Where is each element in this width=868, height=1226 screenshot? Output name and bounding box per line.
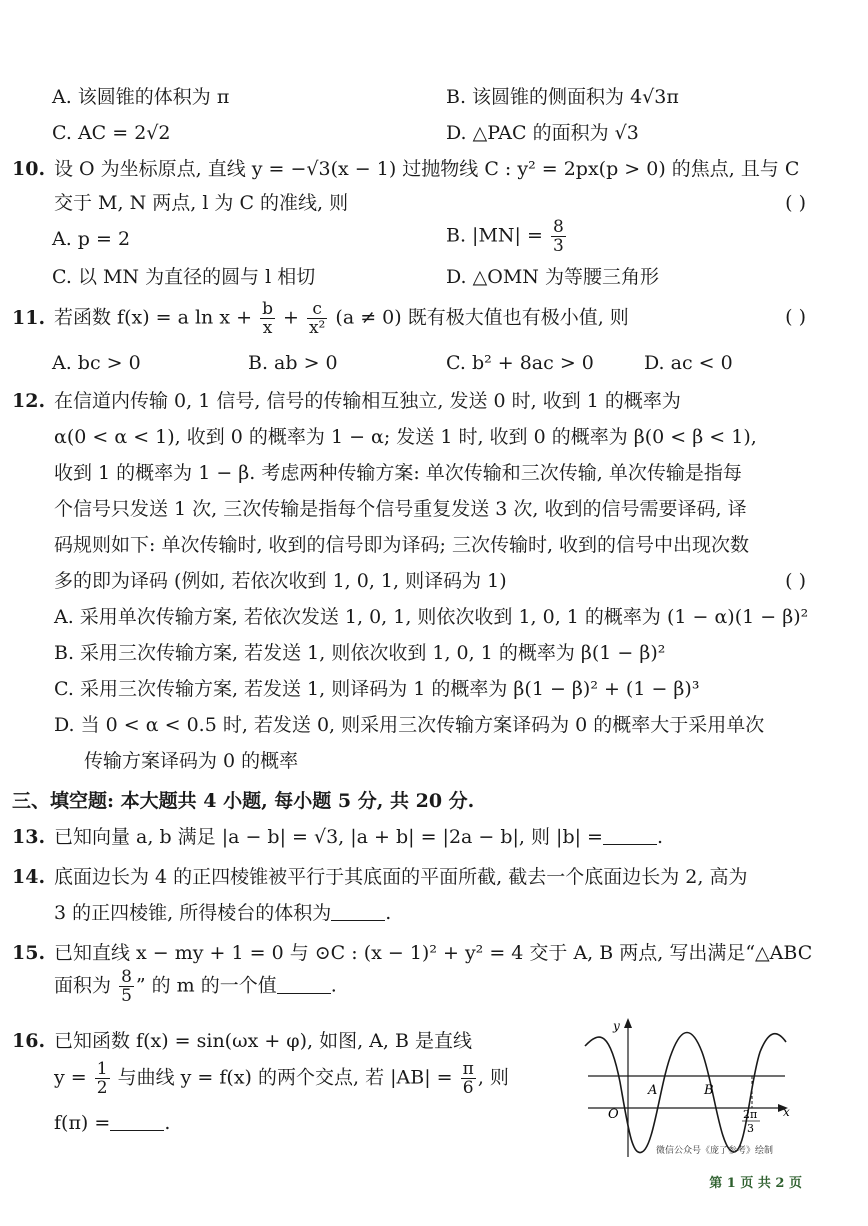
q12-option-c: C. 采用三次传输方案, 若发送 1, 则译码为 1 的概率为 β(1 − β)² + (1 − β)³ xyxy=(54,678,700,700)
fraction-denominator: x² xyxy=(308,318,326,338)
q16-text1: 已知函数 f(x) = sin(ωx + φ), 如图, A, B 是直线 xyxy=(54,1030,472,1052)
q12-line6: 多的即为译码 (例如, 若依次收到 1, 0, 1, 则译码为 1) xyxy=(54,570,507,592)
q11-number: 11. xyxy=(12,306,46,329)
q10-answer-paren: ( ) xyxy=(785,192,806,214)
fraction-denominator: 2 xyxy=(96,1078,108,1098)
tick-label-denominator: 3 xyxy=(747,1122,754,1135)
q13-stem xyxy=(12,824,663,850)
fraction-denominator: 6 xyxy=(462,1078,474,1098)
y-axis-arrow xyxy=(624,1018,632,1028)
q15-fraction xyxy=(119,968,134,1005)
fraction-denominator: 5 xyxy=(121,986,132,1006)
q16-answer-blank[interactable] xyxy=(110,1112,164,1131)
q10-stem-line1 xyxy=(12,156,799,182)
q13-period: . xyxy=(656,826,664,848)
fraction-denominator: x xyxy=(262,318,273,338)
q11-fraction-b-over-x xyxy=(260,300,275,337)
q15-text2-pre: 面积为 xyxy=(54,974,112,997)
q14-line1 xyxy=(12,864,747,890)
q14-line2 xyxy=(54,900,391,926)
fraction-numerator: 8 xyxy=(121,967,132,987)
q15-period: . xyxy=(330,974,337,997)
point-a-label: A xyxy=(648,1083,658,1098)
fraction-numerator: 8 xyxy=(552,217,564,237)
q12-option-a: A. 采用单次传输方案, 若依次发送 1, 0, 1, 则依次收到 1, 0, 1 的概率为 (1 − α)(1 − β)² xyxy=(54,606,809,628)
q14-number: 14. xyxy=(12,866,46,888)
q10-option-c: C. 以 MN 为直径的圆与 l 相切 xyxy=(52,266,316,288)
q16-line3 xyxy=(54,1110,170,1136)
q12-number: 12. xyxy=(12,390,46,412)
point-b-label: B xyxy=(704,1083,714,1098)
q13-number: 13. xyxy=(12,826,46,848)
q10-option-b-fraction xyxy=(551,218,566,255)
q14-text1: 底面边长为 4 的正四棱锥被平行于其底面的平面所截, 截去一个底面边长为 2, 高为 xyxy=(54,866,748,888)
q10-stem-line2: 交于 M, N 两点, l 为 C 的准线, 则 xyxy=(54,192,349,214)
q11-option-d: D. ac < 0 xyxy=(644,352,733,374)
q12-line4: 个信号只发送 1 次, 三次传输是指每个信号重复发送 3 次, 收到的信号需要译码, 译 xyxy=(54,498,747,520)
q16-line2 xyxy=(54,1060,509,1097)
q15-text1: 已知直线 x − my + 1 = 0 与 ⊙C : (x − 1)² + y² = 4 交于 A, B 两点, 写出满足“△ABC xyxy=(54,942,813,964)
q10-number: 10. xyxy=(12,158,46,180)
q9-option-d: D. △PAC 的面积为 √3 xyxy=(446,122,639,144)
q12-line3: 收到 1 的概率为 1 − β. 考虑两种传输方案: 单次传输和三次传输, 单次传输是指每 xyxy=(54,462,742,484)
fraction-numerator: c xyxy=(307,300,327,319)
q15-line2 xyxy=(54,968,337,1005)
q11-stem xyxy=(12,300,629,337)
page-footer: 第 1 页 共 2 页 xyxy=(709,1176,802,1191)
q10-option-d: D. △OMN 为等腰三角形 xyxy=(446,266,659,288)
q12-option-b: B. 采用三次传输方案, 若发送 1, 则依次收到 1, 0, 1 的概率为 β(1 − β)² xyxy=(54,642,666,664)
q11-option-c: C. b² + 8ac > 0 xyxy=(446,352,594,374)
q15-line1 xyxy=(12,940,812,966)
q16-text3: f(π) = xyxy=(54,1112,111,1134)
fraction-numerator: 1 xyxy=(96,1059,108,1079)
q15-answer-blank[interactable] xyxy=(277,975,331,994)
q16-line1 xyxy=(12,1028,472,1054)
fraction-numerator: b xyxy=(262,299,273,319)
q12-text1: 在信道内传输 0, 1 信号, 信号的传输相互独立, 发送 0 时, 收到 1 的概率为 xyxy=(54,390,681,412)
q11-fraction-c-over-x2 xyxy=(307,300,327,337)
q13-text: 已知向量 a, b 满足 |a − b| = √3, |a + b| = |2a − b|, 则 |b| = xyxy=(54,826,603,848)
q11-stem-pre: 若函数 f(x) = a ln x + xyxy=(54,306,253,329)
origin-label: O xyxy=(608,1107,619,1122)
q16-fraction-half xyxy=(95,1060,110,1097)
q14-text2: 3 的正四棱锥, 所得棱台的体积为 xyxy=(54,902,332,924)
q12-line5: 码规则如下: 单次传输时, 收到的信号即为译码; 三次传输时, 收到的信号中出现次数 xyxy=(54,534,750,556)
q16-text2-post: , 则 xyxy=(477,1066,509,1089)
q10-option-b-text: B. |MN| = xyxy=(446,224,543,247)
fraction-denominator: 3 xyxy=(552,236,564,256)
tick-label-numerator: 2π xyxy=(743,1108,758,1121)
q11-plus: + xyxy=(283,306,299,329)
q10-option-b xyxy=(446,218,568,255)
q16-text2-pre: y = xyxy=(54,1066,87,1089)
q12-option-d-line1: D. 当 0 < α < 0.5 时, 若发送 0, 则采用三次传输方案译码为 0 的概率大于采用单次 xyxy=(54,714,765,736)
q11-option-b: B. ab > 0 xyxy=(248,352,338,374)
q12-option-d-line2: 传输方案译码为 0 的概率 xyxy=(84,750,299,772)
q12-line1 xyxy=(12,388,681,414)
q11-option-a: A. bc > 0 xyxy=(52,352,141,374)
q9-option-b: B. 该圆锥的侧面积为 4√3π xyxy=(446,86,679,108)
q11-stem-post: (a ≠ 0) 既有极大值也有极小值, 则 xyxy=(335,306,629,329)
sine-curve xyxy=(585,1033,786,1153)
q13-answer-blank[interactable] xyxy=(603,826,657,845)
q11-answer-paren: ( ) xyxy=(785,306,806,328)
fraction-numerator: π xyxy=(462,1059,474,1079)
q10-stem-text1: 设 O 为坐标原点, 直线 y = −√3(x − 1) 过抛物线 C : y² = 2px(p > 0) 的焦点, 且与 C xyxy=(54,158,800,180)
q12-line2: α(0 < α < 1), 收到 0 的概率为 1 − α; 发送 1 时, 收到 0 的概率为 β(0 < β < 1), xyxy=(54,426,757,448)
q16-text2-mid: 与曲线 y = f(x) 的两个交点, 若 |AB| = xyxy=(111,1066,453,1089)
section-fill-in-heading: 三、填空题: 本大题共 4 小题, 每小题 5 分, 共 20 分. xyxy=(12,790,475,812)
q16-sine-graph xyxy=(580,1012,795,1162)
q15-number: 15. xyxy=(12,942,46,964)
y-axis-label: y xyxy=(613,1019,620,1033)
watermark-text: 微信公众号《庞了参考》绘制 xyxy=(656,1146,774,1156)
q14-period: . xyxy=(385,902,392,924)
q16-period: . xyxy=(164,1112,171,1134)
x-axis-label: x xyxy=(783,1105,790,1119)
q10-option-a: A. p = 2 xyxy=(52,228,131,250)
q16-number: 16. xyxy=(12,1030,46,1052)
q14-answer-blank[interactable] xyxy=(331,902,385,921)
q9-option-a: A. 该圆锥的体积为 π xyxy=(52,86,230,108)
q12-answer-paren: ( ) xyxy=(785,570,806,592)
q16-fraction-pi-over-6 xyxy=(461,1060,476,1097)
q15-text2-post: ” 的 m 的一个值 xyxy=(135,974,277,997)
q9-option-c: C. AC = 2√2 xyxy=(52,122,171,144)
